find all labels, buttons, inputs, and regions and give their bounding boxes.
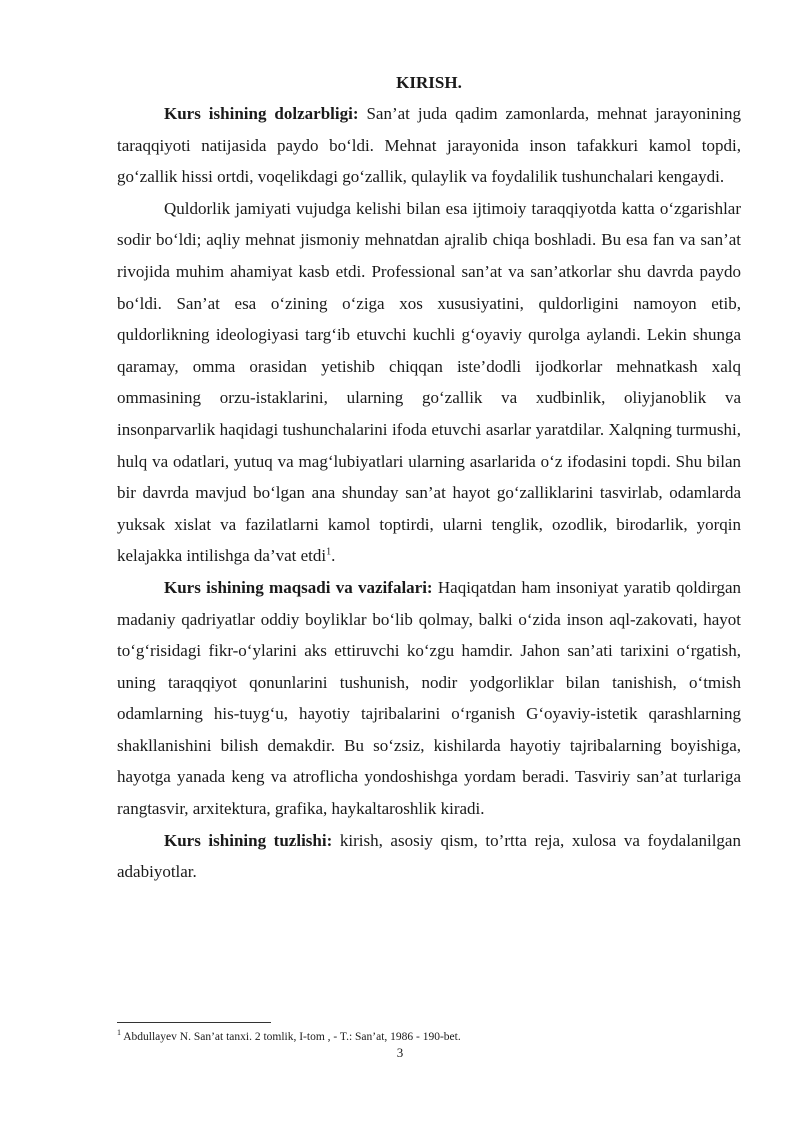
paragraph-lead: Kurs ishining tuzlishi: <box>164 830 333 850</box>
document-page <box>117 72 741 888</box>
paragraph-slavery-society <box>117 193 741 572</box>
footnote-mark: 1 <box>117 1028 121 1038</box>
footnote-divider <box>117 1022 271 1023</box>
page-number: 3 <box>396 1045 404 1060</box>
paragraph-goals <box>117 572 741 825</box>
paragraph-text: Quldorlik jamiyati vujudga kelishi bilan esa ijtimoiy taraqqiyotda katta o‘zgarishlar sodir bo‘ldi; aqliy mehnat jismoniy mehnatdan ajralib chiqa boshladi. Bu esa fan va san’at rivojida muhim ahamiyat kasb etdi. Professional san’at va san’atkorlar shu davrda paydo bo‘ldi. San’at esa o‘zining o‘ziga xos xususiyatini, quldorligini namoyon etib, quldorlikning ideologiyasi targ‘ib etuvchi kuchli g‘oyaviy qurolga aylandi. Lekin shunga qaramay, omma orasidan yetishib chiqqan iste’dodli ijodkorlar mehnatkash xalq ommasining orzu-istaklarini, ularning go‘zallik va xudbinlik, oliyjanoblik va insonparvarlik haqidagi tushunchalarini ifoda etuvchi asarlar yaratdilar. Xalqning turmushi, hulq va odatlari, yutuq va mag‘lubiyatlari ularning asarlarida o‘z ifodasini topdi. Shu bilan bir davrda mavjud bo‘lgan ana shunday san’at hayot go‘zalliklarini tasvirlab, odamlarda yuksak xislat va fazilatlarni kamol toptirdi, ularni tenglik, ozodlik, birodarlik, yorqin kelajakka intilishga da’vat etdi <box>117 198 741 566</box>
paragraph-structure <box>117 825 741 888</box>
footnote <box>117 1030 741 1044</box>
paragraph-relevance <box>117 98 741 193</box>
paragraph-text: kirish, asosiy qism, to’rtta reja, xulosa va foydalanilgan adabiyotlar. <box>117 830 741 882</box>
footnote-text: Abdullayev N. San’at tanxi. 2 tomlik, I-tom , - T.: San’at, 1986 - 190-bet. <box>121 1031 461 1043</box>
paragraph-lead: Kurs ishining maqsadi va vazifalari: <box>164 577 433 597</box>
page-title: KIRISH. <box>396 73 462 92</box>
paragraph-lead: Kurs ishining dolzarbligi: <box>164 104 359 123</box>
paragraph-text: Haqiqatdan ham insoniyat yaratib qoldirgan madaniy qadriyatlar oddiy boyliklar bo‘lib qolmay, balki o‘zida inson aql-zakovati, hayot to‘g‘risidagi fikr-o‘ylarini aks ettiruvchi ko‘zgu hamdir. Jahon san’ati tarixini o‘rgatish, uning taraqqiyot qonunlarini tushunish, nodir yodgorliklar bilan tanishish, o‘tmish odamlarning his-tuyg‘u, hayotiy tajribalarini o‘rganish G‘oyaviy-istetik qarashlarning shakllanishini bilish demakdir. Bu so‘zsiz, kishilarda hayotiy tajribalarning boyishiga, hayotga yanada keng va atroflicha yondoshishga yordam beradi. Tasviriy san’at turlariga rangtasvir, arxitektura, grafika, haykaltaroshlik kiradi. <box>117 577 741 819</box>
paragraph-text: San’at juda qadim zamonlarda, mehnat jarayonining taraqqiyoti natijasida paydo bo‘ldi. Mehnat jarayonida inson tafakkuri kamol topdi, go‘zallik hissi ortdi, voqelikdagi go‘zallik, qulaylik va foydalilik tushunchalari kengaydi. <box>117 104 741 187</box>
paragraph-tail: . <box>331 546 336 566</box>
footnote-reference[interactable]: 1 <box>326 546 332 558</box>
